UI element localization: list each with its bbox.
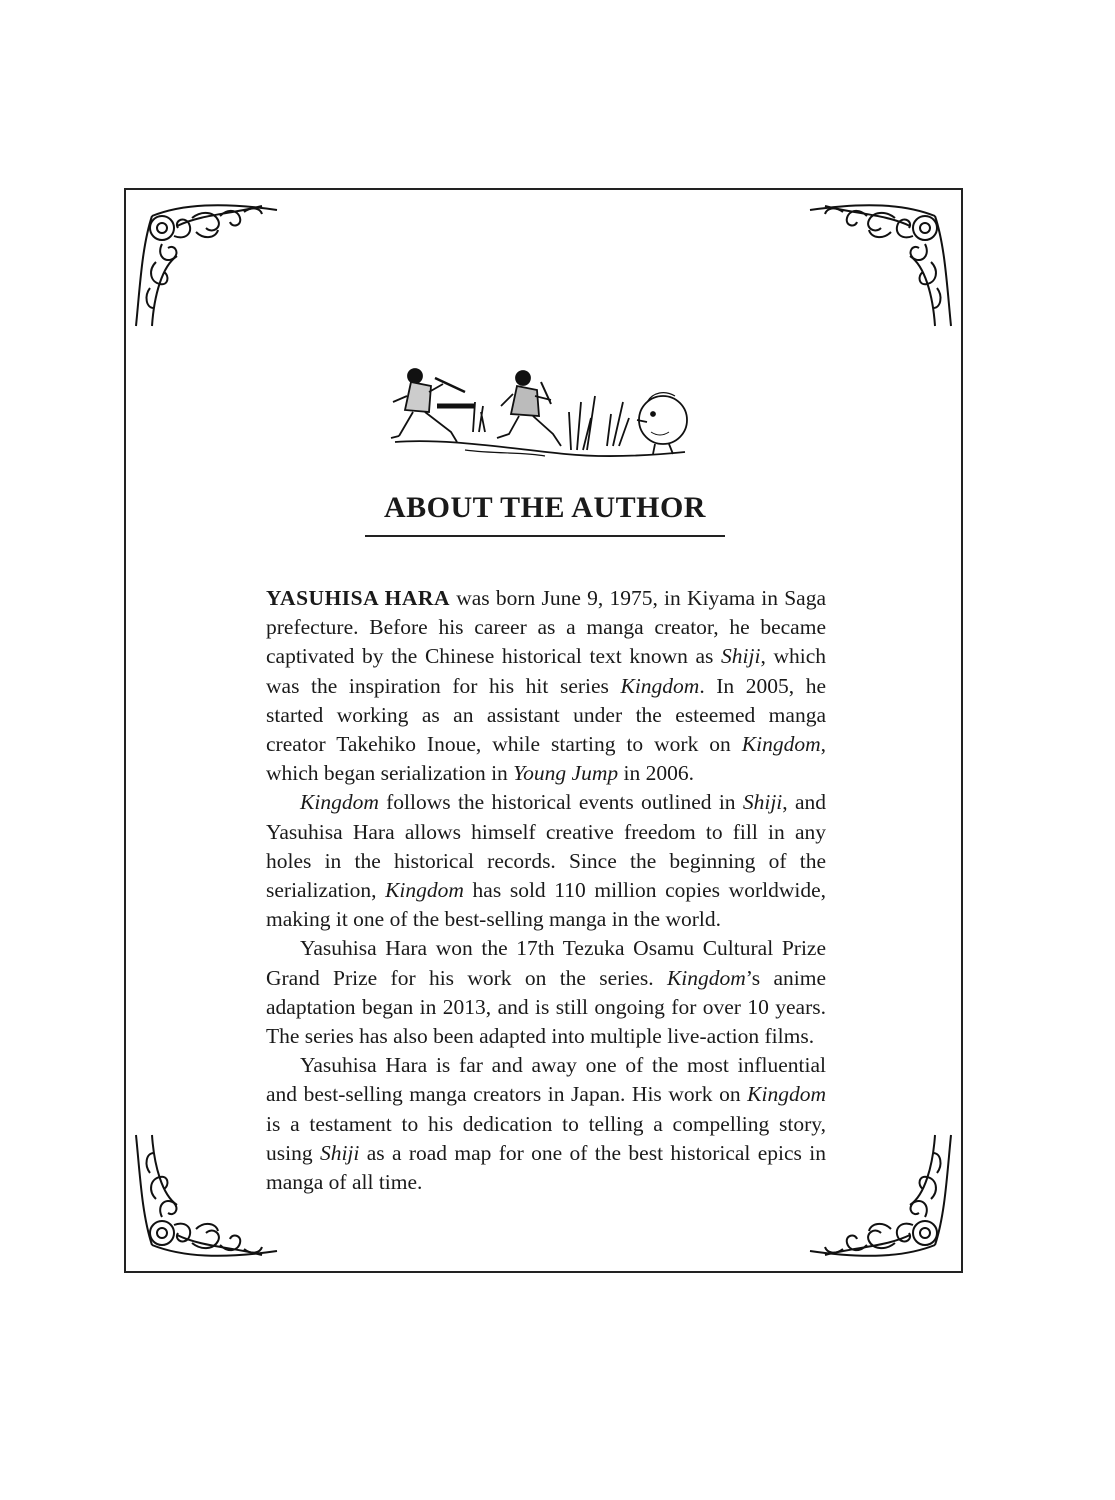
text-span: , and Yasuhisa Hara allows himself creative freedom to fill in any holes in the historical records. Since the beginning of the serialization, <box>266 790 827 903</box>
title-reference: Kingdom <box>741 732 821 757</box>
text-span: has sold 110 million copies worldwide, making it one of the best-selling manga in the world. <box>266 878 826 932</box>
title-reference: Shiji <box>721 644 761 669</box>
author-name: YASUHISA HARA <box>266 586 450 610</box>
text-span: ’s anime adaptation began in 2013, and is still ongoing for over 10 years. The series has also been adapted into multiple live-action films. <box>266 965 826 1049</box>
text-span: . In 2005, he started working as an assistant under the esteemed manga creator Takehiko Inoue, while starting to work on <box>266 673 826 757</box>
corner-ornament-top-left <box>132 196 282 336</box>
text-span: Yasuhisa Hara won the 17th Tezuka Osamu Cultural Prize Grand Prize for his work on the series. <box>266 936 826 990</box>
text-span: in 2006. <box>618 761 694 786</box>
bio-paragraph-1 <box>266 584 826 788</box>
corner-ornament-bottom-left <box>132 1125 282 1265</box>
title-underline <box>365 535 725 537</box>
text-span: as a road map for one of the best historical epics in manga of all time. <box>266 1140 826 1195</box>
text-span: was born June 9, 1975, in Kiyama in Saga prefecture. Before his career as a manga creator, he became captivated by the Chinese historical text known as <box>266 586 826 669</box>
title-reference: Kingdom <box>385 878 464 903</box>
bio-paragraph-4 <box>266 1051 826 1197</box>
title-reference: Shiji <box>319 1140 360 1165</box>
corner-ornament-bottom-right <box>805 1125 955 1265</box>
bio-paragraph-3 <box>266 934 826 1051</box>
author-bio <box>266 584 826 1197</box>
title-reference: Kingdom <box>666 965 746 990</box>
text-span: Yasuhisa Hara is far and away one of the most influential and best-selling manga creators in Japan. His work on <box>266 1053 826 1107</box>
title-reference: Kingdom <box>300 790 379 815</box>
page-title: ABOUT THE AUTHOR <box>384 491 706 524</box>
title-reference: Kingdom <box>747 1082 826 1107</box>
text-span: , which began serialization in <box>266 732 826 786</box>
text-span: is a testament to his dedication to telling a compelling story, using <box>266 1111 826 1165</box>
text-span: , which was the inspiration for his hit series <box>266 644 826 698</box>
bio-paragraph-2 <box>266 788 826 934</box>
author-illustration <box>385 362 695 472</box>
title-reference: Shiji <box>742 790 783 815</box>
corner-ornament-top-right <box>805 196 955 336</box>
title-reference: Kingdom <box>620 673 700 698</box>
title-reference: Young Jump <box>513 761 619 786</box>
text-span: follows the historical events outlined in <box>378 790 743 815</box>
